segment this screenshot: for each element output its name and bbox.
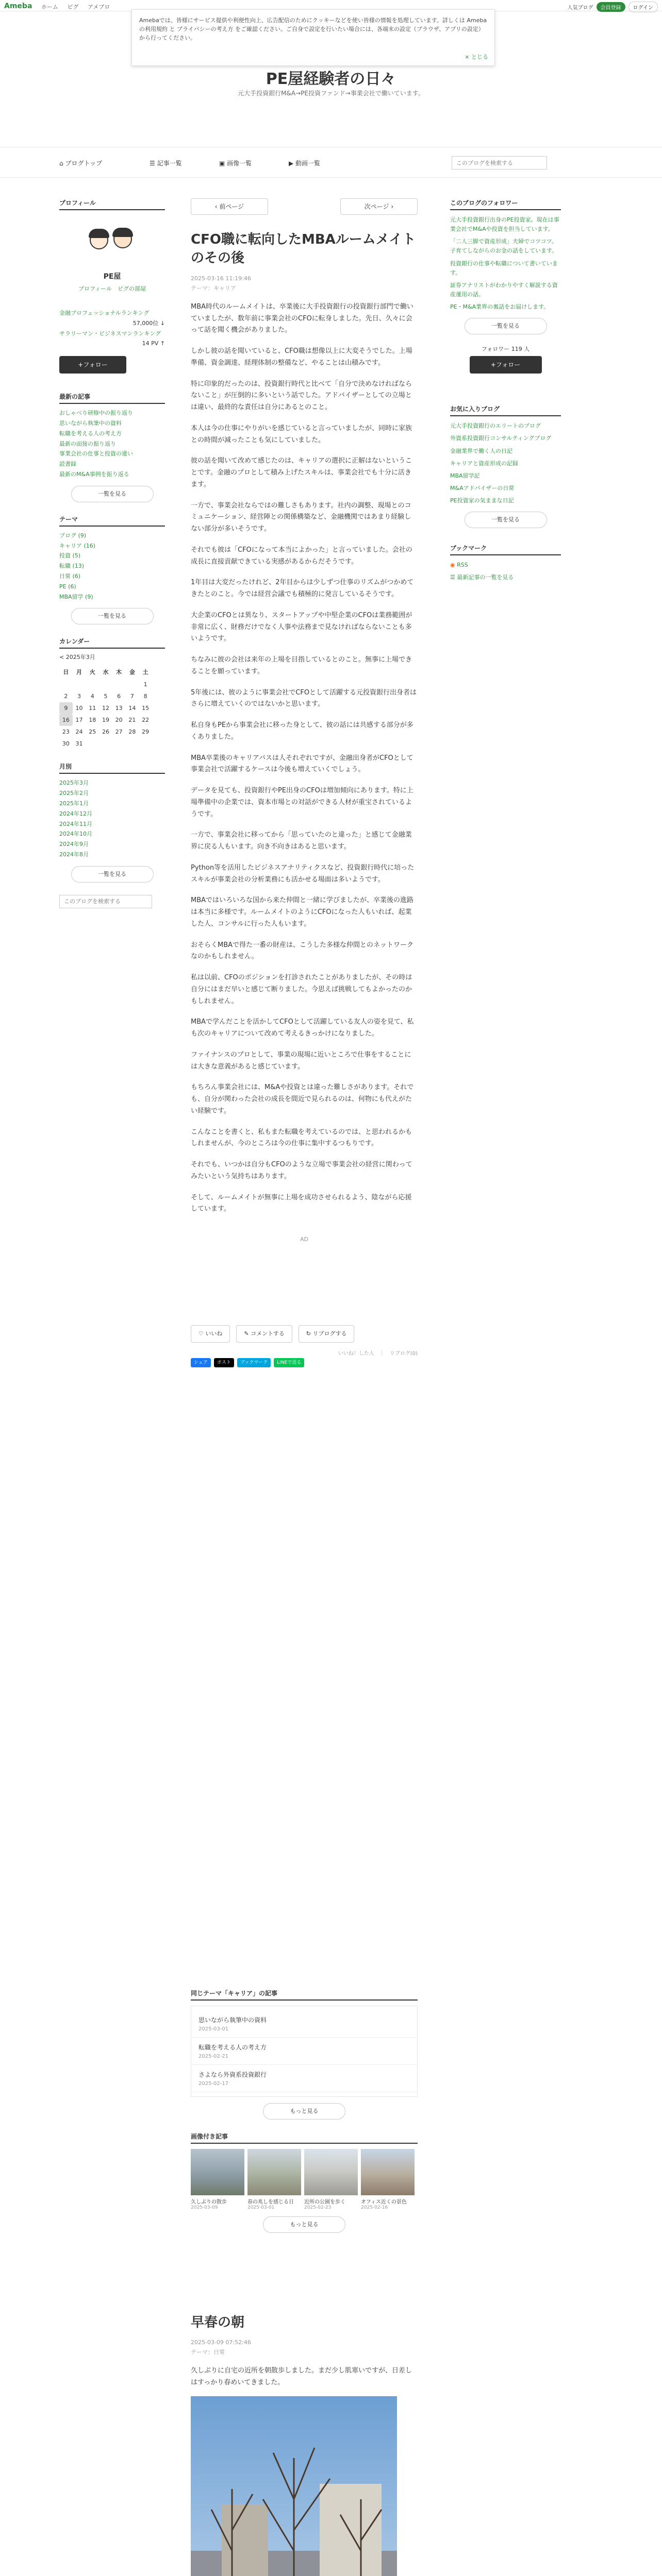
post-paragraph: 5年後には、彼のように事業会社でCFOとして活躍する元投資銀行出身者はさらに増えていくのではないかと思います。 — [191, 688, 417, 708]
archive-item[interactable]: 2024年9月 — [59, 841, 89, 848]
reblog-icon: ↻ — [306, 1330, 313, 1337]
ranking-item[interactable]: 金融プロフェッショナルランキング — [59, 310, 150, 316]
recent-heading: 最新の記事 — [59, 392, 165, 404]
ameba-nav — [41, 3, 117, 11]
profile-links[interactable]: プロフィール ピグの部屋 — [78, 285, 146, 292]
favorites-list — [450, 421, 561, 505]
bookmark-heading: ブックマーク — [450, 544, 561, 555]
favorite-item[interactable]: 金融業界で働く人の日記 — [450, 447, 512, 454]
related-item[interactable]: 転職を考える人の考え方 2025-02-21 — [191, 2038, 417, 2065]
theme-item[interactable]: キャリア (16) — [59, 542, 96, 549]
follower-blog-item[interactable]: 「二人三脚で資産形成」夫婦でコツコツ。子育てしながらのお金の話をしています。 — [450, 238, 558, 255]
comment-button[interactable]: ✎ コメントする — [236, 1325, 292, 1343]
favorite-item[interactable]: MBA留学記 — [450, 472, 480, 479]
calendar-month[interactable]: < 2025年3月 — [59, 654, 95, 661]
comment-icon: ✎ — [244, 1330, 251, 1337]
calendar: 日 月 火 水 木 金 土 1 2 3 4 5 6 7 8 9 10 11 12 13 14 15 16 17 18 19 20 21 22 23 24 25 26 27 28 29 30 31 — [59, 665, 152, 750]
global-nav — [0, 147, 662, 178]
follower-blog-item[interactable]: 証券アナリストがわかりやすく解説する資産運用の話。 — [450, 281, 558, 298]
share-x-button[interactable]: ポスト — [214, 1358, 234, 1367]
related-list — [191, 2006, 418, 2097]
next-post-title[interactable]: 早春の朝 — [191, 2315, 245, 2330]
image-post-thumb[interactable]: オフィス近くの景色 2025-02-16 — [361, 2149, 415, 2210]
signup-button[interactable]: 会員登録 — [597, 2, 625, 12]
recent-item[interactable]: 思いながら執筆中の資料 — [59, 419, 122, 427]
ranking-item: 57,000位 ↓ — [133, 319, 165, 327]
cookie-notice-text: Amebaでは、皆様にサービス提供や利便性向上、広告配信のためにクッキーなどを使い皆様の情報を処理しています。詳しくは Amebaの利用規約 と プライバシーの考え方 をご確認ください。ご自身で設定を行いたい場合には、各端末の設定（ブラウザ、アプリの設定）から行ってください。 — [139, 17, 487, 42]
post-paragraph: MBAで学んだことを活かしてCFOとして活躍している友人の姿を見て、私も次のキャリアについて改めて考えるきっかけになりました。 — [191, 1018, 414, 1038]
theme-item[interactable]: 日常 (6) — [59, 572, 81, 580]
post-paragraph: MBA時代のルームメイトは、卒業後に大手投資銀行の投資銀行部門で働いていましたが、数年前に事業会社のCFOに転身しました。先日、久々に会って話を聞く機会がありました。 — [191, 302, 413, 334]
post-title[interactable]: CFO職に転向したMBAルームメイトのその後 — [191, 232, 416, 266]
post-paragraph: それでも、いつかは自分もCFOのような立場で事業会社の経営に関わってみたいという気持ちはあります。 — [191, 1161, 412, 1180]
reaction-bar — [191, 1325, 418, 1343]
profile-avatar[interactable] — [87, 221, 138, 262]
recent-list — [59, 408, 165, 480]
related-heading: 同じテーマ「キャリア」の記事 — [191, 1989, 418, 2001]
street-trees-photo — [191, 2396, 397, 2576]
calendar-day-active[interactable]: 16 — [59, 714, 73, 726]
post-theme[interactable]: テーマ：キャリア — [191, 284, 236, 292]
recent-item[interactable]: 最新のM&A事例を振り返る — [59, 470, 129, 478]
post-paragraph: 私は以前、CFOのポジションを打診されたことがありましたが、その時は自分にはまだ早いと感じて断りました。今思えば挑戦してもよかったのかもしれません。 — [191, 974, 412, 1005]
gnav-blog-top[interactable]: ⌂ ブログトップ — [59, 160, 103, 167]
blog-title[interactable]: PE屋経験者の日々 — [266, 70, 396, 88]
post-paragraph: Python等を活用したビジネスアナリティクスなど、投資銀行時代に培ったスキルが事業会社の分析業務にも活かせる場面は多いようです。 — [191, 863, 415, 884]
sidebar-search-input[interactable] — [59, 895, 152, 908]
profile-name[interactable]: PE屋 — [103, 273, 121, 281]
home-icon: ⌂ — [59, 160, 65, 167]
archive-list — [59, 778, 165, 859]
favorite-item[interactable]: PE投資家の気ままな日記 — [450, 497, 514, 504]
post-paragraph: MBA卒業後のキャリアパスは人それぞれですが、金融出身者がCFOとして事業会社で活躍するケースは今後も増えていくでしょう。 — [191, 754, 413, 774]
post-paragraph: ちなみに彼の会社は来年の上場を目指しているとのこと。無事に上場できることを願っています。 — [191, 656, 412, 675]
favorite-item[interactable]: キャリアと資産形成の記録 — [450, 460, 518, 467]
archive-item[interactable]: 2025年1月 — [59, 800, 89, 807]
login-button[interactable]: ログイン — [628, 2, 658, 12]
post-paragraph: そして、ルームメイトが無事に上場を成功させられるよう、陰ながら応援しています。 — [191, 1193, 412, 1213]
recent-more-button[interactable]: 一覧を見る — [71, 486, 154, 502]
post-paragraph: それでも彼は「CFOになって本当によかった」と言っていました。会社の成長に直接貢献できている実感があるからだそうです。 — [191, 546, 412, 566]
image-post-thumb[interactable]: 久しぶりの散歩 2025-03-09 — [191, 2149, 244, 2210]
recent-item[interactable]: 最新の面接の振り返り — [59, 440, 116, 447]
favorite-item[interactable]: 外資系投資銀行コンサルティングブログ — [450, 435, 552, 442]
nav-home[interactable]: ホーム — [41, 4, 58, 10]
rss-link[interactable]: ◉ RSS — [450, 562, 468, 569]
image-post-thumb[interactable]: 春の兆しを感じる日 2025-03-01 — [247, 2149, 301, 2210]
left-sidebar — [59, 198, 165, 908]
next-post-paragraph: 久しぶりに自宅の近所を朝散歩しました。まだ少し肌寒いですが、日差しはすっかり春めいてきました。 — [191, 2367, 412, 2387]
chevron-right-icon: › — [389, 203, 394, 210]
post-paragraph: 特に印象的だったのは、投資銀行時代と比べて「自分で決めなければならないこと」が圧倒的に多いという話でした。アドバイザーとしての立場とは違い、最終的な責任は自分にあるとのこと。 — [191, 380, 412, 412]
theme-more-button[interactable]: 一覧を見る — [71, 608, 154, 624]
image-icon: ▣ — [219, 160, 227, 167]
image-posts-more-button[interactable]: もっと見る — [263, 2216, 345, 2233]
main-article — [191, 198, 418, 1366]
list-icon: ☰ — [150, 160, 157, 167]
favorites-more-button[interactable]: 一覧を見る — [465, 512, 547, 528]
follow-button[interactable]: +フォロー — [59, 356, 126, 374]
gnav-videos[interactable]: ▶ 動画一覧 — [289, 160, 321, 167]
related-item[interactable]: さよなら外資系投資銀行 2025-02-17 — [191, 2065, 417, 2092]
heart-icon: ♡ — [198, 1330, 206, 1337]
archive-item[interactable]: 2024年10月 — [59, 831, 92, 838]
follower-count[interactable]: フォロワー 119 人 — [481, 346, 530, 353]
next-page-button[interactable]: 次ページ › — [340, 198, 418, 215]
prev-page-button[interactable]: ‹ 前ページ — [191, 198, 268, 215]
image-post-thumbs — [191, 2149, 418, 2210]
post-paragraph: データを見ても、投資銀行やPE出身のCFOは増加傾向にあります。特に上場準備中の企業では、資本市場との対話ができる人材が重宝されているようです。 — [191, 787, 413, 818]
archive-item[interactable]: 2024年11月 — [59, 820, 92, 827]
theme-heading: テーマ — [59, 515, 165, 527]
recent-item[interactable]: おしゃべり研修中の振り返り — [59, 410, 133, 417]
profile-heading: プロフィール — [59, 198, 165, 210]
post-paragraph: 1年目は大変だったけれど、2年目からは少しずつ仕事のリズムがつかめてきたとのこと。今では経営会議でも積極的に発言しているそうです。 — [191, 579, 414, 599]
archive-item[interactable]: 2025年3月 — [59, 779, 89, 787]
related-more-button[interactable]: もっと見る — [263, 2103, 345, 2120]
image-posts-heading: 画像付き記事 — [191, 2132, 418, 2144]
post-paragraph: 大企業のCFOとは異なり、スタートアップや中堅企業のCFOは業務範囲が非常に広く、財務だけでなく人事や法務まで見なければならないことも多いようです。 — [191, 611, 412, 643]
header-search-input[interactable] — [452, 156, 547, 170]
ranking-list — [59, 308, 165, 349]
followers-more-button[interactable]: 一覧を見る — [465, 318, 547, 334]
right-sidebar — [450, 198, 561, 586]
cookie-notice-close-button[interactable]: × とじる — [465, 53, 488, 60]
reblog-count[interactable]: いいね！した人 ｜ リブログ(0) — [338, 1351, 418, 1357]
post-paragraph: MBAではいろいろな国から来た仲間と一緒に学びましたが、卒業後の進路は本当に多様です。ルームメイトのようにCFOになった人もいれば、起業した人、コンサルに行った人もいます。 — [191, 896, 414, 928]
ameba-logo[interactable]: Ameba — [4, 2, 32, 10]
right-follow-button[interactable]: +フォロー — [470, 356, 542, 374]
follower-blog-list — [450, 215, 561, 312]
archive-item[interactable]: 2024年8月 — [59, 851, 89, 858]
blog-description: 元大手投資銀行M&A→PE投資ファンド→事業会社で働いています。 — [238, 90, 424, 97]
post-paragraph: 一方で、事業会社ならではの難しさもあります。社内の調整、現場とのコミュニケーション、経営陣との関係構築など、金融機関ではあまり経験しない部分が多いそうです。 — [191, 501, 411, 533]
post-paragraph: 彼の話を聞いて改めて感じたのは、キャリアの選択に正解はないということです。金融のプロとして積み上げたスキルは、事業会社でも十分に活きます。 — [191, 457, 412, 488]
calendar-day-active[interactable]: 9 — [59, 702, 73, 714]
like-button[interactable]: ♡ いいね — [191, 1325, 230, 1343]
post-paragraph: こんなことを書くと、私もまた転職を考えているのでは、と思われるかもしれませんが、今のところは今の仕事に集中するつもりです。 — [191, 1128, 412, 1148]
post-paragraph: 私自身もPEから事業会社に移った身として、彼の話には共感する部分が多くありました。 — [191, 721, 413, 741]
image-post-thumb[interactable]: 近所の公園を歩く 2025-02-23 — [304, 2149, 358, 2210]
nav-pigg[interactable]: ピグ — [67, 4, 79, 10]
follower-blog-item[interactable]: 投資銀行の仕事や転職について書いています。 — [450, 260, 558, 276]
latest-articles-link[interactable]: ☰ 最新記事の一覧を見る — [450, 574, 514, 581]
post-paragraph: もちろん事業会社には、M&Aや投資とは違った難しさがあります。それでも、自分が関わった会社の成長を間近で見られるのは、何物にも代えがたい経験です。 — [191, 1083, 414, 1115]
favorite-item[interactable]: M&Aアドバイザーの日常 — [450, 484, 515, 492]
gnav-articles[interactable]: ☰ 記事一覧 — [150, 160, 182, 167]
related-item[interactable]: 思いながら執筆中の資料 2025-03-01 — [191, 2010, 417, 2038]
next-post — [191, 2313, 418, 2576]
list-icon: ☰ — [450, 574, 457, 581]
rss-icon: ◉ — [450, 562, 457, 569]
archive-item[interactable]: 2025年2月 — [59, 790, 89, 797]
ranking-item[interactable]: サラリーマン・ビジネスマンランキング — [59, 330, 161, 337]
ad-label: AD — [300, 1236, 308, 1243]
next-post-date: 2025-03-09 07:52:46 — [191, 2339, 251, 2346]
bookmark-list — [450, 561, 561, 582]
pager — [191, 198, 418, 215]
cookie-notice — [131, 9, 495, 66]
share-facebook-button[interactable]: シェア — [191, 1358, 211, 1367]
gnav-images[interactable]: ▣ 画像一覧 — [219, 160, 252, 167]
recent-item[interactable]: 転職を考える人の考え方 — [59, 430, 122, 437]
theme-item[interactable]: 転職 (13) — [59, 563, 85, 570]
popular-blogs-link[interactable]: 人気ブログ — [567, 5, 593, 11]
post-paragraph: ファイナンスのプロとして、事業の現場に近いところで仕事をすることには大きな意義があると感じています。 — [191, 1050, 411, 1071]
favorites-heading: お気に入りブログ — [450, 404, 561, 416]
next-post-theme[interactable]: テーマ：日常 — [191, 2349, 225, 2356]
post-paragraph: 本人は今の仕事にやりがいを感じていると言っていましたが、同時に家族との時間が減ったことも気にしていました。 — [191, 424, 412, 444]
ameba-right-actions — [568, 2, 658, 12]
followers-heading: このブログのフォロワー — [450, 198, 561, 210]
theme-item[interactable]: MBA留学 (9) — [59, 593, 93, 600]
ranking-item: 14 PV ↑ — [142, 340, 165, 347]
nav-ameblo[interactable]: アメブロ — [88, 4, 110, 10]
recent-item[interactable]: 読書録 — [59, 461, 76, 468]
follower-blog-item[interactable]: 元大手投資銀行出身のPE投資家。現在は事業会社でM&Aや投資を担当しています。 — [450, 216, 559, 233]
post-paragraph: しかし彼の話を聞いていると、CFO職は想像以上に大変そうでした。上場準備、資金調達、経理体制の整備など、やることは山積みです。 — [191, 347, 412, 367]
share-line-button[interactable]: LINEで送る — [274, 1358, 304, 1367]
theme-list — [59, 531, 165, 602]
share-hatena-button[interactable]: ブックマーク — [237, 1358, 271, 1367]
post-paragraph: おそらくMBAで得た一番の財産は、こうした多様な仲間とのネットワークなのかもしれません。 — [191, 941, 414, 961]
post-paragraph: 一方で、事業会社に移ってから「思っていたのと違った」と感じて金融業界に戻る人もいます。向き不向きはあると思います。 — [191, 831, 412, 851]
video-icon: ▶ — [289, 160, 296, 167]
post-body — [191, 301, 418, 1215]
archive-more-button[interactable]: 一覧を見る — [71, 866, 154, 883]
related-section — [191, 1989, 418, 2239]
favorite-item[interactable]: 元大手投資銀行のエリートのブログ — [450, 422, 541, 430]
calendar-heading: カレンダー — [59, 637, 165, 649]
archive-heading: 月別 — [59, 762, 165, 774]
theme-item[interactable]: 投資 (5) — [59, 552, 81, 560]
follower-blog-item[interactable]: PE・M&A業界の裏話をお届けします。 — [450, 303, 550, 311]
theme-item[interactable]: ブログ (9) — [59, 532, 87, 539]
archive-item[interactable]: 2024年12月 — [59, 810, 92, 817]
share-bar — [191, 1358, 418, 1367]
recent-item[interactable]: 事業会社の仕事と投資の違い — [59, 450, 133, 457]
theme-item[interactable]: PE (6) — [59, 583, 76, 590]
reblog-button[interactable]: ↻ リブログする — [299, 1325, 355, 1343]
post-date: 2025-03-16 11:19:46 — [191, 275, 251, 282]
chevron-left-icon: ‹ — [214, 203, 220, 210]
